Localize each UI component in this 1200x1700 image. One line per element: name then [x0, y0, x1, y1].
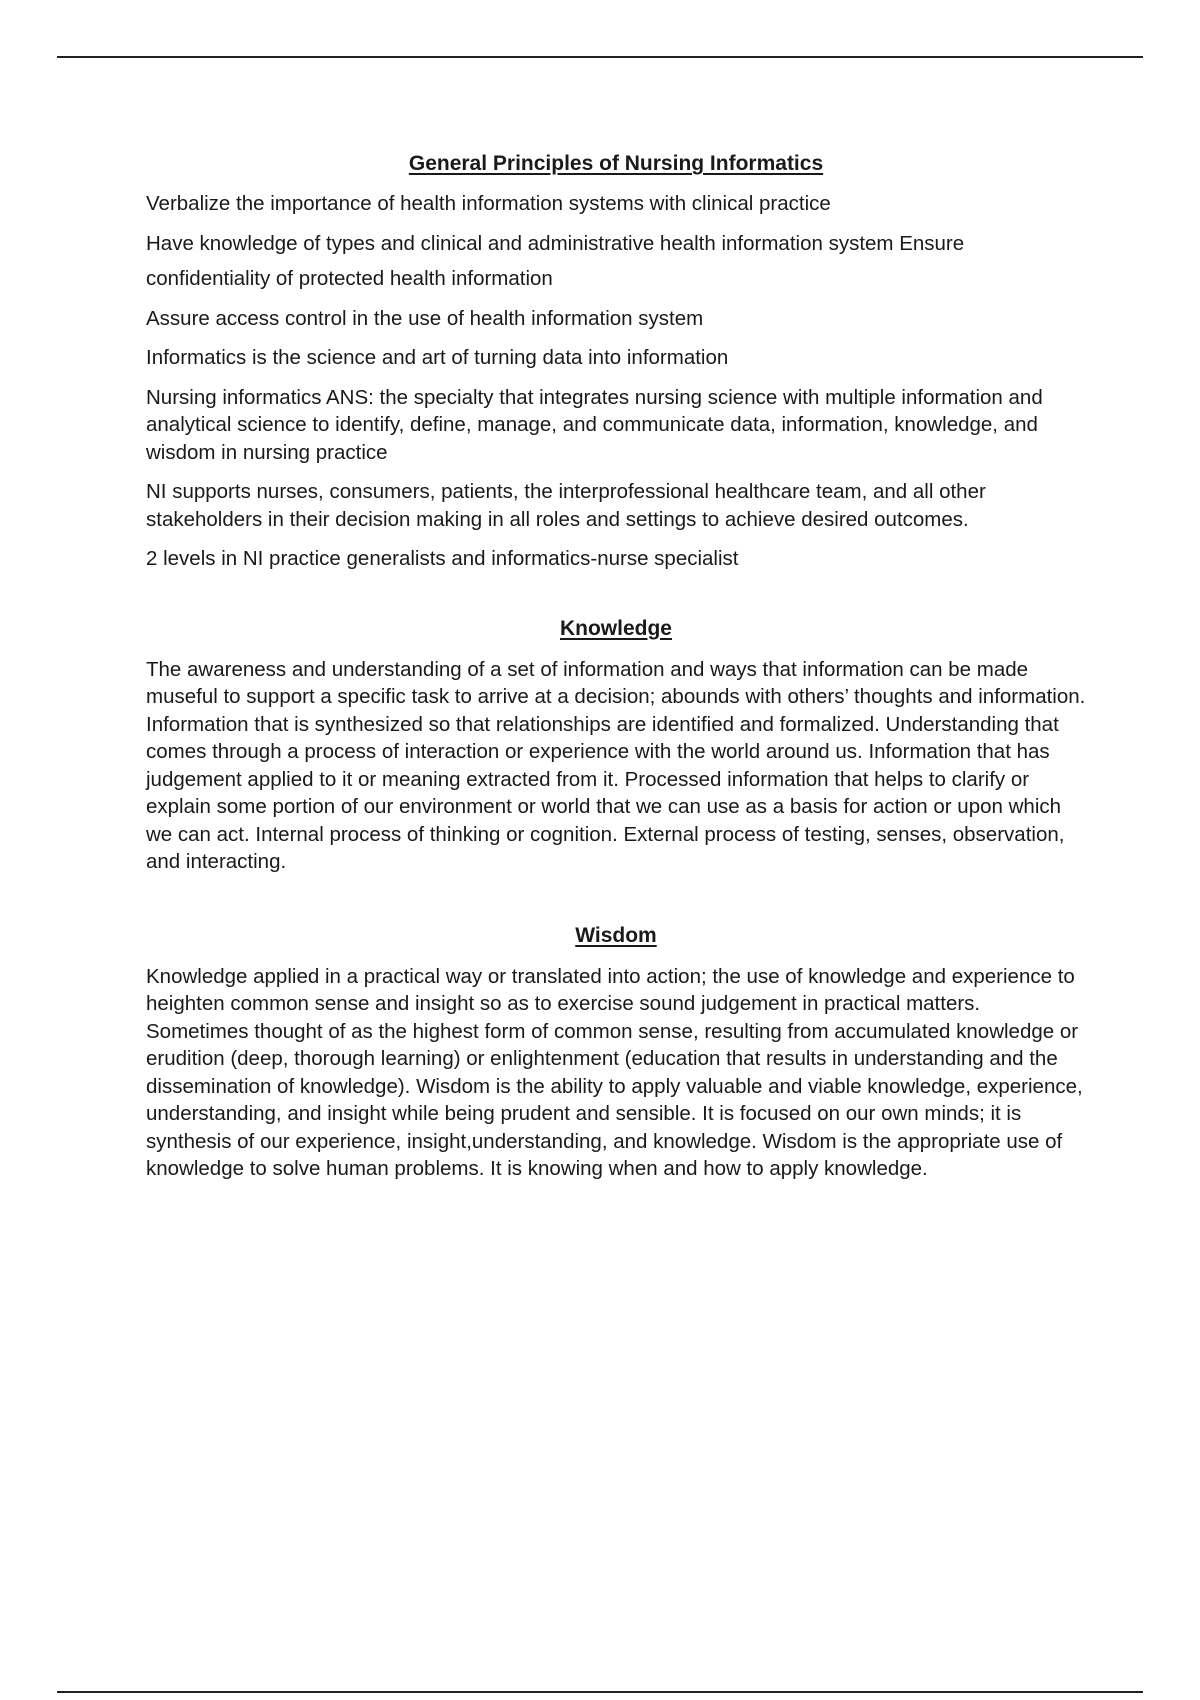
intro-paragraph-4: Assure access control in the use of health information system — [146, 306, 704, 330]
intro-paragraph-6: Nursing informatics ANS: the specialty that integrates nursing science with multiple information and analytical science to identify, define, manage, and communicate data, information, knowledge, and wisdom in nursing practice — [146, 385, 1043, 464]
intro-paragraph-5: Informatics is the science and art of turning data into information — [146, 346, 729, 369]
wisdom-heading: Wisdom — [575, 923, 657, 947]
page-title: General Principles of Nursing Informatics — [408, 152, 824, 175]
intro-paragraph-7: NI supports nurses, consumers, patients, the interprofessional healthcare team, and all other stakeholders in their decision making in all roles and settings to achieve desired outcomes. — [146, 480, 986, 531]
intro-paragraph-3: confidentiality of protected health information — [146, 267, 553, 290]
document-body — [146, 150, 1086, 1183]
intro-paragraph-2: Have knowledge of types and clinical and administrative health information system Ensure — [146, 231, 965, 255]
top-rule — [57, 56, 1143, 58]
intro-paragraph-1: Verbalize the importance of health information systems with clinical practice — [146, 192, 831, 215]
intro-paragraph-8: 2 levels in NI practice generalists and informatics-nurse specialist — [146, 547, 739, 570]
knowledge-paragraph: The awareness and understanding of a set of information and ways that information can be made museful to support a specific task to arrive at a decision; abounds with others’ thoughts and information. Information that is synthesized so that relationships are identified and formalized. Understanding that comes through a process of interaction or experience with the world around us. Information that has judgement applied to it or meaning extracted from it. Processed information that helps to clarify or explain some portion of our environment or world that we can use as a basis for action or upon which we can act. Internal process of thinking or cognition. External process of testing, senses, observation, and interacting. — [146, 657, 1086, 873]
knowledge-heading: Knowledge — [559, 616, 672, 640]
wisdom-paragraph: Knowledge applied in a practical way or translated into action; the use of knowledge and experience to heighten common sense and insight so as to exercise sound judgement in practical matters. Sometimes thought of as the highest form of common sense, resulting from accumulated knowledge or erudition (deep, thorough learning) or enlightenment (education that results in understanding and the dissemination of knowledge). Wisdom is the ability to apply valuable and viable knowledge, experience, understanding, and insight while being prudent and sensible. It is focused on our own minds; it is synthesis of our experience, insight,understanding, and knowledge. Wisdom is the appropriate use of knowledge to solve human problems. It is knowing when and how to apply knowledge. — [146, 964, 1083, 1180]
bottom-rule — [57, 1691, 1143, 1693]
